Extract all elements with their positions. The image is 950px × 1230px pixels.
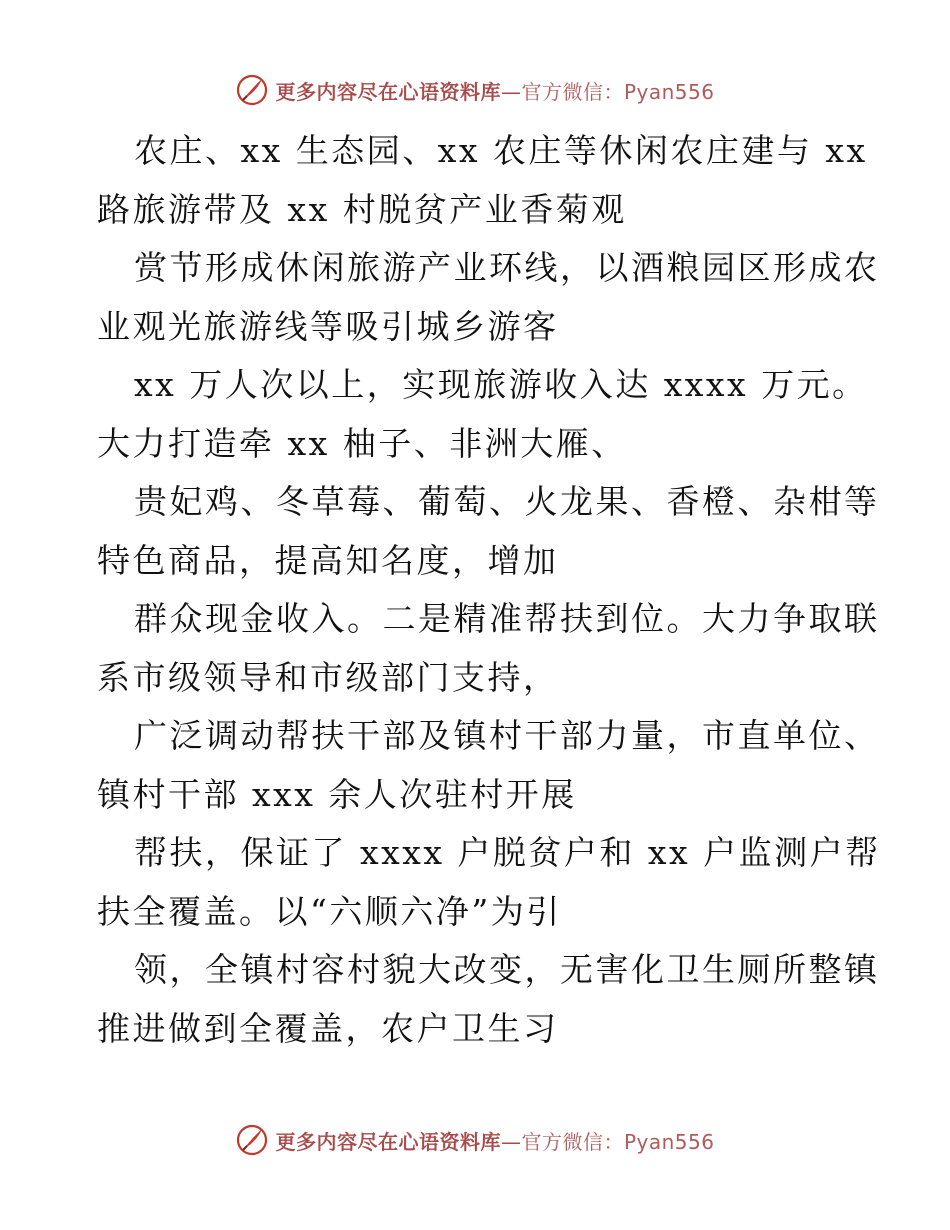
footer-banner-text: 更多内容尽在心语资料库—官方微信：Pyan556 [275,1129,715,1154]
text-line: xx 万人次以上，实现旅游收入达 xxxx 万元。 [134,365,868,404]
text-line: 贵妃鸡、冬草莓、葡萄、火龙果、香橙、杂柑等 [134,482,880,521]
text-line: 镇村干部 xxx 余人次驻村开展 [97,774,577,814]
text-line: 广泛调动帮扶干部及镇村干部力量，市直单位、 [134,716,880,755]
text-line: 领，全镇村容村貌大改变，无害化卫生厕所整镇 [134,950,880,989]
text-line: 系市级领导和市级部门支持， [97,657,559,697]
quill-logo-icon [235,1123,269,1157]
text-line: 扶全覆盖。以“六顺六净”为引 [97,891,562,931]
quill-logo-icon [235,73,269,107]
text-line: 帮扶，保证了 xxxx 户脱贫户和 xx 户监测户帮 [134,833,881,872]
text-line: 农庄、xx 生态园、xx 农庄等休闲农庄建与 xx [134,131,868,170]
text-line: 路旅游带及 xx 村脱贫产业香菊观 [97,189,627,229]
text-line: 特色商品，提高知名度，增加 [97,540,559,580]
header-banner [0,70,950,110]
footer-banner [0,1120,950,1160]
text-line: 推进做到全覆盖，农户卫生习 [97,1008,559,1048]
text-line: 业观光旅游线等吸引城乡游客 [97,306,559,346]
text-line: 群众现金收入。二是精准帮扶到位。大力争取联 [134,599,880,638]
body-text [97,122,881,1058]
header-banner-text: 更多内容尽在心语资料库—官方微信：Pyan556 [275,79,715,104]
text-line: 大力打造牵 xx 柚子、非洲大雁、 [97,423,627,463]
text-line: 赏节形成休闲旅游产业环线，以酒粮园区形成农 [134,248,880,287]
